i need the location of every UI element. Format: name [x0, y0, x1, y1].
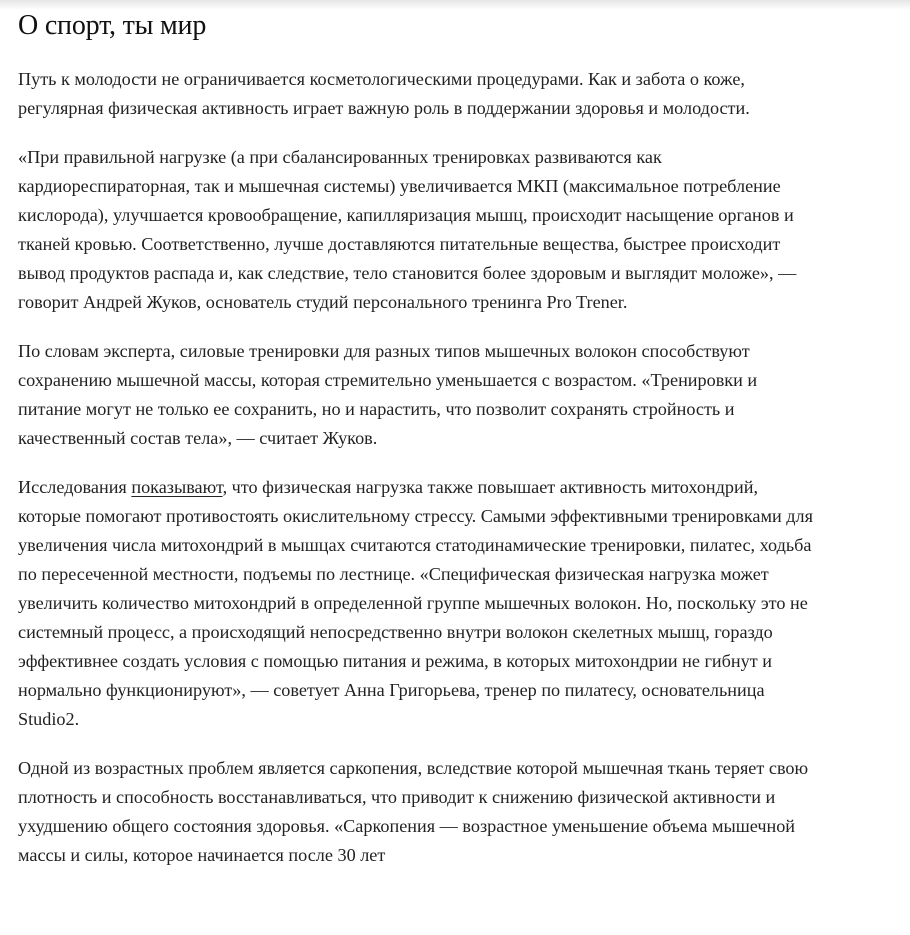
paragraph-mitochondria	[18, 473, 818, 734]
paragraph-zhukov-quote: «При правильной нагрузке (а при сбалансированных тренировках развиваются как кардиореспираторная, так и мышечная системы) увеличивается МКП (максимальное потребление кислорода), улучшается кровообращение, капилляризация мышц, происходит насыщение органов и тканей кровью. Соответственно, лучше доставляются питательные вещества, быстрее происходит вывод продуктов распада и, как следствие, тело становится более здоровым и выглядит моложе», — говорит Андрей Жуков, основатель студий персонального тренинга Pro Trener.	[18, 147, 797, 312]
paragraph-mitochondria-lead: Исследования	[18, 477, 132, 497]
paragraph-sarcopenia: Одной из возрастных проблем является саркопения, вследствие которой мышечная ткань теряет свою плотность и способность восстанавливаться, что приводит к снижению физической активности и ухудшению общего состояния здоровья. «Саркопения — возрастное уменьшение объема мышечной массы и силы, которое начинается после 30 лет	[18, 758, 809, 865]
research-link[interactable]: показывают	[131, 477, 223, 497]
article-body	[18, 0, 818, 890]
paragraph-strength-training: По словам эксперта, силовые тренировки для разных типов мышечных волокон способствуют сохранению мышечной массы, которая стремительно уменьшается с возрастом. «Тренировки и питание могут не только ее сохранить, но и нарастить, что позволит сохранять стройность и качественный состав тела», — считает Жуков.	[18, 341, 758, 448]
paragraph-mitochondria-rest: , что физическая нагрузка также повышает активность митохондрий, которые помогают противостоять окислительному стрессу. Самыми эффективными тренировками для увеличения числа митохондрий в мышцах считаются статодинамические тренировки, пилатес, ходьба по пересеченной местности, подъемы по лестнице. «Специфическая физическая нагрузка может увеличить количество митохондрий в определенной группе мышечных волокон. Но, поскольку это не системный процесс, а происходящий непосредственно внутри волокон скелетных мышц, гораздо эффективнее создать условия с помощью питания и режима, в которых митохондрии не гибнут и нормально функционируют», — советует Анна Григорьева, тренер по пилатесу, основательница Studio2.	[18, 477, 813, 729]
section-heading: О спорт, ты мир	[18, 10, 207, 41]
paragraph-intro: Путь к молодости не ограничивается косметологическими процедурами. Как и забота о коже, регулярная физическая активность играет важную роль в поддержании здоровья и молодости.	[18, 69, 750, 118]
